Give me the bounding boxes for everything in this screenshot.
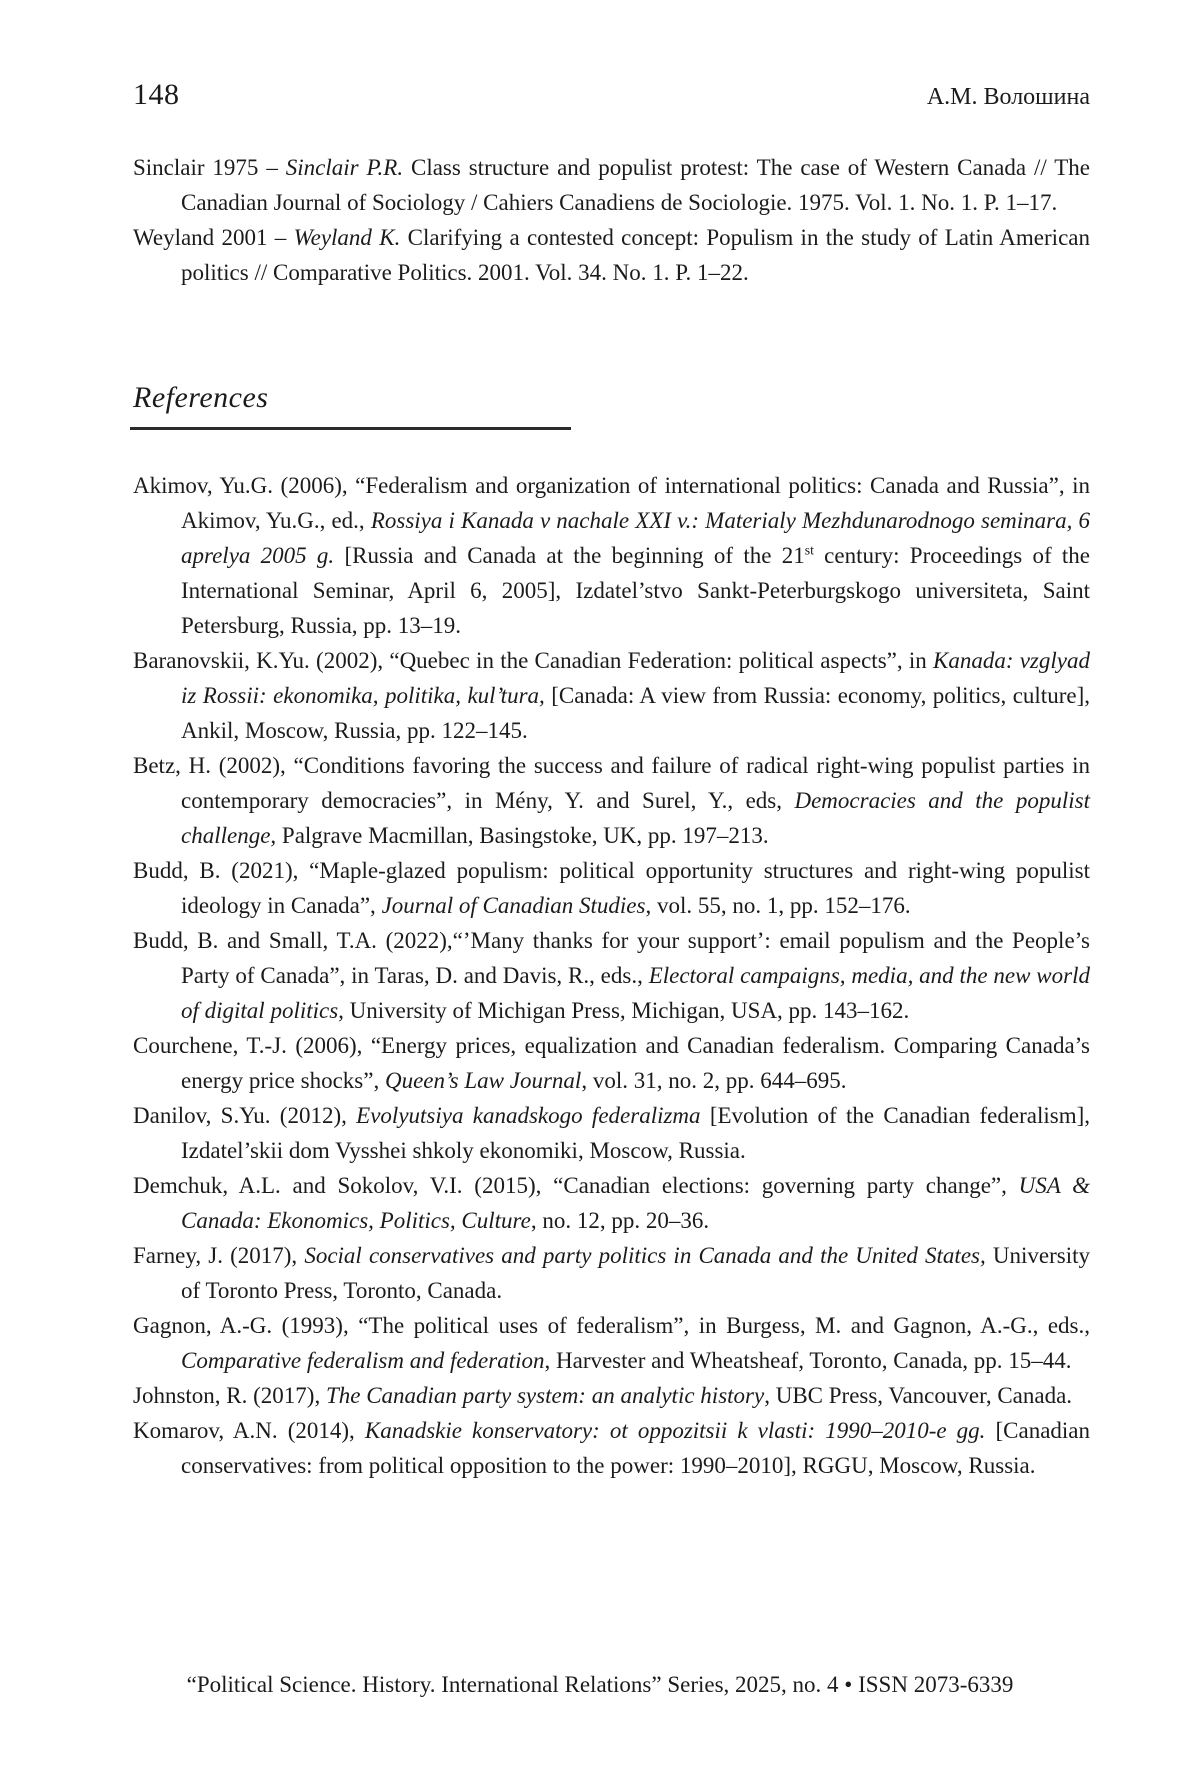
reference-text-segment: Farney, J. (2017), <box>133 1243 305 1268</box>
references-list <box>133 468 1090 1483</box>
reference-text-segment: Weyland 2001 – <box>133 225 294 250</box>
reference-title-segment: Queen’s Law Journal <box>384 1068 582 1093</box>
reference-text-segment: Akimov, Yu.G. (2006), “Federalism and organization of international politics: Canada and Russia”, in Akimov, Yu.G., ed., <box>133 473 1090 533</box>
reference-entry <box>133 220 1090 290</box>
reference-text-segment: , UBC Press, Vancouver, Canada. <box>764 1383 1073 1408</box>
reference-text-segment: Johnston, R. (2017), <box>133 1383 326 1408</box>
reference-entry <box>133 1028 1090 1098</box>
reference-entry <box>133 468 1090 643</box>
reference-title-segment: Electoral campaigns, media, and the new world of digital politics, <box>181 963 1090 1023</box>
reference-text-segment: century: Proceedings of the International Seminar, April 6, 2005], Izdatel’stvo Sankt-Peterburgskogo universiteta, Saint Petersburg, Russia, pp. 13–19. <box>181 543 1090 638</box>
reference-title-segment: The Canadian party system: an analytic history <box>325 1383 765 1408</box>
reference-text-segment: Budd, B. and Small, T.A. (2022),“’Many thanks for your support’: email populism and the People’s Party of Canada”, in Taras, D. and Davis, R., eds., <box>133 928 1090 988</box>
reference-text-segment: Courchene, T.-J. (2006), “Energy prices, equalization and Canadian federalism. Comparing Canada’s energy price shocks”, <box>133 1033 1090 1093</box>
reference-text-segment: , vol. 55, no. 1, pp. 152–176. <box>645 893 911 918</box>
reference-title-segment: Sinclair P.R. <box>285 155 404 180</box>
reference-text-segment: Clarifying a contested concept: Populism in the study of Latin American politics // Comparative Politics. 2001. Vol. 34. No. 1. P. 1–22. <box>181 225 1090 285</box>
references-heading: References <box>133 381 269 414</box>
reference-text-segment: Danilov, S.Yu. (2012), <box>133 1103 357 1128</box>
references-heading-rule <box>130 427 571 430</box>
running-header <box>133 78 1090 112</box>
reference-text-segment: Palgrave Macmillan, Basingstoke, UK, pp. 197–213. <box>276 823 769 848</box>
reference-entry <box>133 1413 1090 1483</box>
reference-entry <box>133 1378 1090 1413</box>
reference-text-segment: Demchuk, A.L. and Sokolov, V.I. (2015), “Canadian elections: governing party change”, <box>133 1173 1019 1198</box>
journal-footer: “Political Science. History. International Relations” Series, 2025, no. 4 • ISSN 2073-6339 <box>186 1672 1014 1697</box>
reference-text-segment: [Russia and Canada at the beginning of the 21 <box>334 543 805 568</box>
reference-text-segment: , Harvester and Wheatsheaf, Toronto, Canada, pp. 15–44. <box>544 1348 1072 1373</box>
reference-entry <box>133 1098 1090 1168</box>
running-head-author: А.М. Волошина <box>926 84 1090 110</box>
reference-title-segment: Kanadskie konservatory: ot oppozitsii k vlasti: 1990–2010-e gg. <box>364 1418 986 1443</box>
reference-title-segment: Rossiya i Kanada v nachale XXI v.: Materialy Mezhdunarodnogo seminara, 6 aprelya 2005 g. <box>181 508 1091 568</box>
reference-title-segment: USA & Canada: Ekonomics, Politics, Culture <box>181 1173 1090 1233</box>
reference-entry <box>133 643 1090 748</box>
reference-entry <box>133 748 1090 853</box>
reference-text-segment: Sinclair 1975 – <box>133 155 286 180</box>
reference-text-segment: University of Toronto Press, Toronto, Canada. <box>181 1243 1090 1303</box>
reference-entry <box>133 1238 1090 1308</box>
reference-entry <box>133 150 1090 220</box>
reference-superscript-segment: st <box>804 542 814 558</box>
page-number: 148 <box>133 78 180 111</box>
reference-text-segment: Baranovskii, K.Yu. (2002), “Quebec in the Canadian Federation: political aspects”, in <box>133 648 933 673</box>
bibliography-top <box>133 150 1090 290</box>
reference-title-segment: Weyland K. <box>293 225 401 250</box>
reference-title-segment: Kanada: vzglyad iz Rossii: ekonomika, politika, kul’tura, <box>181 648 1090 708</box>
reference-text-segment: [Evolution of the Canadian federalism], Izdatel’skii dom Vysshei shkoly ekonomiki, Moscow, Russia. <box>181 1103 1090 1163</box>
reference-entry <box>133 1168 1090 1238</box>
reference-text-segment: [Canada: A view from Russia: economy, politics, culture], Ankil, Moscow, Russia, pp. 122–145. <box>181 683 1090 743</box>
reference-text-segment: Betz, H. (2002), “Conditions favoring the success and failure of radical right-wing populist parties in contemporary democracies”, in Mény, Y. and Surel, Y., eds, <box>133 753 1090 813</box>
reference-title-segment: Evolyutsiya kanadskogo federalizma <box>356 1103 701 1128</box>
reference-title-segment: Journal of Canadian Studies <box>381 893 646 918</box>
reference-entry <box>133 923 1090 1028</box>
reference-entry <box>133 853 1090 923</box>
reference-title-segment: Democracies and the populist challenge, <box>181 788 1090 848</box>
reference-text-segment: Class structure and populist protest: The case of Western Canada // The Canadian Journal of Sociology / Cahiers Canadiens de Sociologie. 1975. Vol. 1. No. 1. P. 1–17. <box>181 155 1090 215</box>
reference-text-segment: [Canadian conservatives: from political opposition to the power: 1990–2010], RGGU, Moscow, Russia. <box>181 1418 1090 1478</box>
reference-entry <box>133 1308 1090 1378</box>
reference-text-segment: Budd, B. (2021), “Maple-glazed populism: political opportunity structures and right-wing populist ideology in Canada”, <box>133 858 1090 918</box>
reference-title-segment: Comparative federalism and federation <box>181 1348 545 1373</box>
reference-text-segment: , no. 12, pp. 20–36. <box>530 1208 710 1233</box>
reference-text-segment: , vol. 31, no. 2, pp. 644–695. <box>581 1068 847 1093</box>
reference-text-segment: University of Michigan Press, Michigan, USA, pp. 143–162. <box>343 998 910 1023</box>
reference-text-segment: Gagnon, A.-G. (1993), “The political uses of federalism”, in Burgess, M. and Gagnon, A.-G., eds., <box>133 1313 1090 1338</box>
reference-text-segment: Komarov, A.N. (2014), <box>133 1418 365 1443</box>
reference-title-segment: Social conservatives and party politics in Canada and the United States, <box>304 1243 986 1268</box>
